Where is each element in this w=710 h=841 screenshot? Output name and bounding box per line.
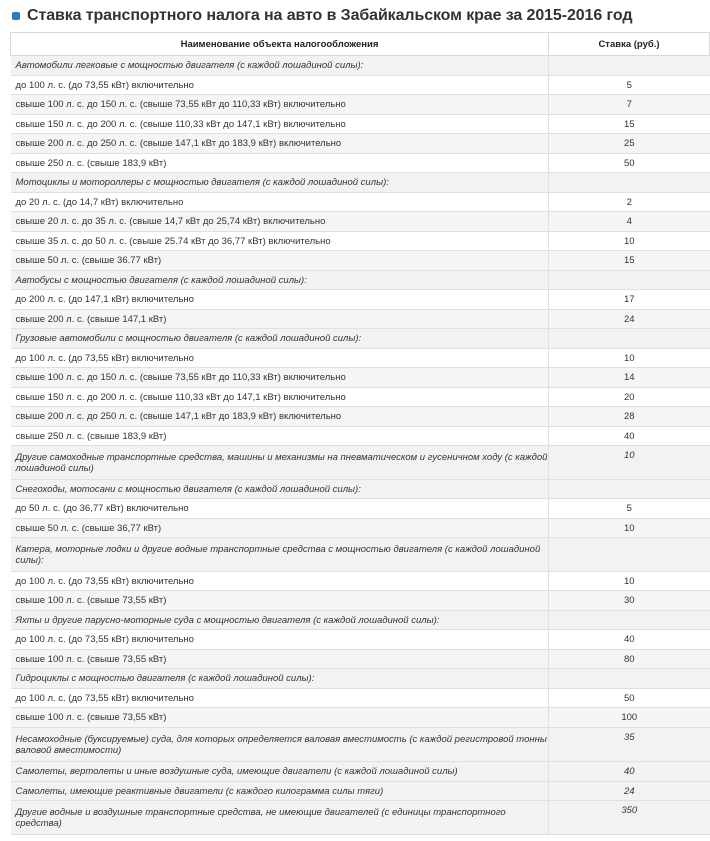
table-row [11, 251, 710, 271]
rate-cell: 24 [549, 782, 710, 801]
category-row [11, 782, 710, 801]
title-bullet-icon [12, 12, 20, 20]
page-title: Ставка транспортного налога на авто в Забайкальском крае за 2015-2016 год [27, 7, 633, 24]
object-name-cell: свыше 100 л. с. (свыше 73,55 кВт) [11, 650, 549, 669]
table-row [11, 388, 710, 407]
table-row [11, 519, 710, 538]
object-name-cell: до 200 л. с. (до 147,1 кВт) включительно [11, 290, 549, 310]
category-row [11, 762, 710, 782]
object-name-cell: свыше 150 л. с. до 200 л. с. (свыше 110,33 кВт до 147,1 кВт) включительно [11, 115, 549, 134]
column-header-object: Наименование объекта налогообложения [11, 33, 549, 56]
table-row [11, 95, 710, 115]
category-label: Самолеты, имеющие реактивные двигатели (с каждого килограмма силы тяги) [11, 782, 549, 801]
table-row [11, 591, 710, 611]
rate-cell: 350 [549, 801, 710, 835]
object-name-cell: свыше 35 л. с. до 50 л. с. (свыше 25.74 кВт до 36,77 кВт) включительно [11, 232, 549, 251]
table-row [11, 427, 710, 446]
object-name-cell: до 100 л. с. (до 73,55 кВт) включительно [11, 689, 549, 708]
rate-cell [549, 56, 710, 76]
rate-cell: 10 [549, 446, 710, 480]
page-header [0, 0, 710, 32]
category-row [11, 728, 710, 762]
rate-cell: 15 [549, 251, 710, 271]
category-label: Автомобили легковые с мощностью двигателя (с каждой лошадиной силы): [11, 56, 549, 76]
rate-cell [549, 271, 710, 290]
category-label: Гидроциклы с мощностью двигателя (с каждой лошадиной силы): [11, 669, 549, 689]
rate-cell: 40 [549, 427, 710, 446]
rate-cell [549, 480, 710, 499]
category-row [11, 801, 710, 835]
object-name-cell: до 100 л. с. (до 73,55 кВт) включительно [11, 349, 549, 368]
object-name-cell: до 100 л. с. (до 73,55 кВт) включительно [11, 630, 549, 650]
table-row [11, 290, 710, 310]
rate-cell: 15 [549, 115, 710, 134]
rate-cell: 40 [549, 630, 710, 650]
table-row [11, 689, 710, 708]
table-row [11, 630, 710, 650]
object-name-cell: свыше 50 л. с. (свыше 36.77 кВт) [11, 251, 549, 271]
category-row [11, 538, 710, 572]
category-label: Грузовые автомобили с мощностью двигателя (с каждой лошадиной силы): [11, 329, 549, 349]
category-label: Яхты и другие парусно-моторные суда с мощностью двигателя (с каждой лошадиной силы): [11, 611, 549, 630]
category-label: Несамоходные (буксируемые) суда, для которых определяется валовая вместимость (с каждой регистровой тонны валовой вместимости) [11, 728, 549, 762]
table-row [11, 115, 710, 134]
object-name-cell: свыше 200 л. с. (свыше 147,1 кВт) [11, 310, 549, 329]
rate-cell: 40 [549, 762, 710, 782]
rate-cell: 10 [549, 519, 710, 538]
column-header-rate: Ставка (руб.) [549, 33, 710, 56]
category-label: Снегоходы, мотосани с мощностью двигателя (с каждой лошадиной силы): [11, 480, 549, 499]
object-name-cell: до 50 л. с. (до 36,77 кВт) включительно [11, 499, 549, 519]
category-row [11, 329, 710, 349]
rate-cell: 14 [549, 368, 710, 388]
category-label: Мотоциклы и мотороллеры с мощностью двигателя (с каждой лошадиной силы): [11, 173, 549, 193]
rate-cell: 2 [549, 193, 710, 212]
category-row [11, 669, 710, 689]
table-row [11, 154, 710, 173]
table-row [11, 134, 710, 154]
tax-rate-table [10, 32, 710, 835]
rate-cell: 25 [549, 134, 710, 154]
object-name-cell: свыше 200 л. с. до 250 л. с. (свыше 147,1 кВт до 183,9 кВт) включительно [11, 134, 549, 154]
rate-cell: 5 [549, 76, 710, 95]
rate-cell: 50 [549, 689, 710, 708]
table-header-row [11, 33, 710, 56]
rate-cell: 24 [549, 310, 710, 329]
object-name-cell: свыше 100 л. с. (свыше 73,55 кВт) [11, 708, 549, 728]
rate-cell: 10 [549, 349, 710, 368]
table-body [11, 56, 710, 835]
category-label: Автобусы с мощностью двигателя (с каждой лошадиной силы): [11, 271, 549, 290]
category-label: Самолеты, вертолеты и иные воздушные суда, имеющие двигатели (с каждой лошадиной силы) [11, 762, 549, 782]
rate-cell: 7 [549, 95, 710, 115]
category-label: Другие водные и воздушные транспортные средства, не имеющие двигателей (с единицы транспортного средства) [11, 801, 549, 835]
rate-cell: 5 [549, 499, 710, 519]
category-label: Другие самоходные транспортные средства, машины и механизмы на пневматическом и гусеничном ходу (с каждой лошадиной силы) [11, 446, 549, 480]
object-name-cell: свыше 20 л. с. до 35 л. с. (свыше 14,7 кВт до 25,74 кВт) включительно [11, 212, 549, 232]
rate-cell: 10 [549, 232, 710, 251]
table-row [11, 310, 710, 329]
rate-cell: 28 [549, 407, 710, 427]
object-name-cell: свыше 100 л. с. до 150 л. с. (свыше 73,55 кВт до 110,33 кВт) включительно [11, 95, 549, 115]
rate-cell: 100 [549, 708, 710, 728]
category-label: Катера, моторные лодки и другие водные транспортные средства с мощностью двигателя (с каждой лошадиной силы): [11, 538, 549, 572]
rate-cell: 20 [549, 388, 710, 407]
table-row [11, 407, 710, 427]
category-row [11, 611, 710, 630]
object-name-cell: свыше 150 л. с. до 200 л. с. (свыше 110,33 кВт до 147,1 кВт) включительно [11, 388, 549, 407]
category-row [11, 446, 710, 480]
table-row [11, 499, 710, 519]
category-row [11, 173, 710, 193]
category-row [11, 480, 710, 499]
rate-cell: 50 [549, 154, 710, 173]
category-row [11, 56, 710, 76]
table-row [11, 708, 710, 728]
category-row [11, 271, 710, 290]
rate-cell: 35 [549, 728, 710, 762]
object-name-cell: свыше 250 л. с. (свыше 183,9 кВт) [11, 427, 549, 446]
rate-cell [549, 173, 710, 193]
object-name-cell: до 100 л. с. (до 73,55 кВт) включительно [11, 572, 549, 591]
rate-cell [549, 329, 710, 349]
object-name-cell: свыше 250 л. с. (свыше 183,9 кВт) [11, 154, 549, 173]
rate-cell: 10 [549, 572, 710, 591]
object-name-cell: свыше 200 л. с. до 250 л. с. (свыше 147,1 кВт до 183,9 кВт) включительно [11, 407, 549, 427]
object-name-cell: свыше 100 л. с. до 150 л. с. (свыше 73,55 кВт до 110,33 кВт) включительно [11, 368, 549, 388]
rate-cell [549, 611, 710, 630]
rate-cell [549, 669, 710, 689]
table-row [11, 193, 710, 212]
object-name-cell: до 100 л. с. (до 73,55 кВт) включительно [11, 76, 549, 95]
table-row [11, 368, 710, 388]
rate-cell: 30 [549, 591, 710, 611]
object-name-cell: свыше 50 л. с. (свыше 36,77 кВт) [11, 519, 549, 538]
table-row [11, 212, 710, 232]
table-row [11, 232, 710, 251]
object-name-cell: свыше 100 л. с. (свыше 73,55 кВт) [11, 591, 549, 611]
object-name-cell: до 20 л. с. (до 14,7 кВт) включительно [11, 193, 549, 212]
rate-cell: 17 [549, 290, 710, 310]
rate-cell [549, 538, 710, 572]
rate-cell: 4 [549, 212, 710, 232]
table-row [11, 650, 710, 669]
table-row [11, 349, 710, 368]
table-row [11, 572, 710, 591]
table-row [11, 76, 710, 95]
rate-cell: 80 [549, 650, 710, 669]
